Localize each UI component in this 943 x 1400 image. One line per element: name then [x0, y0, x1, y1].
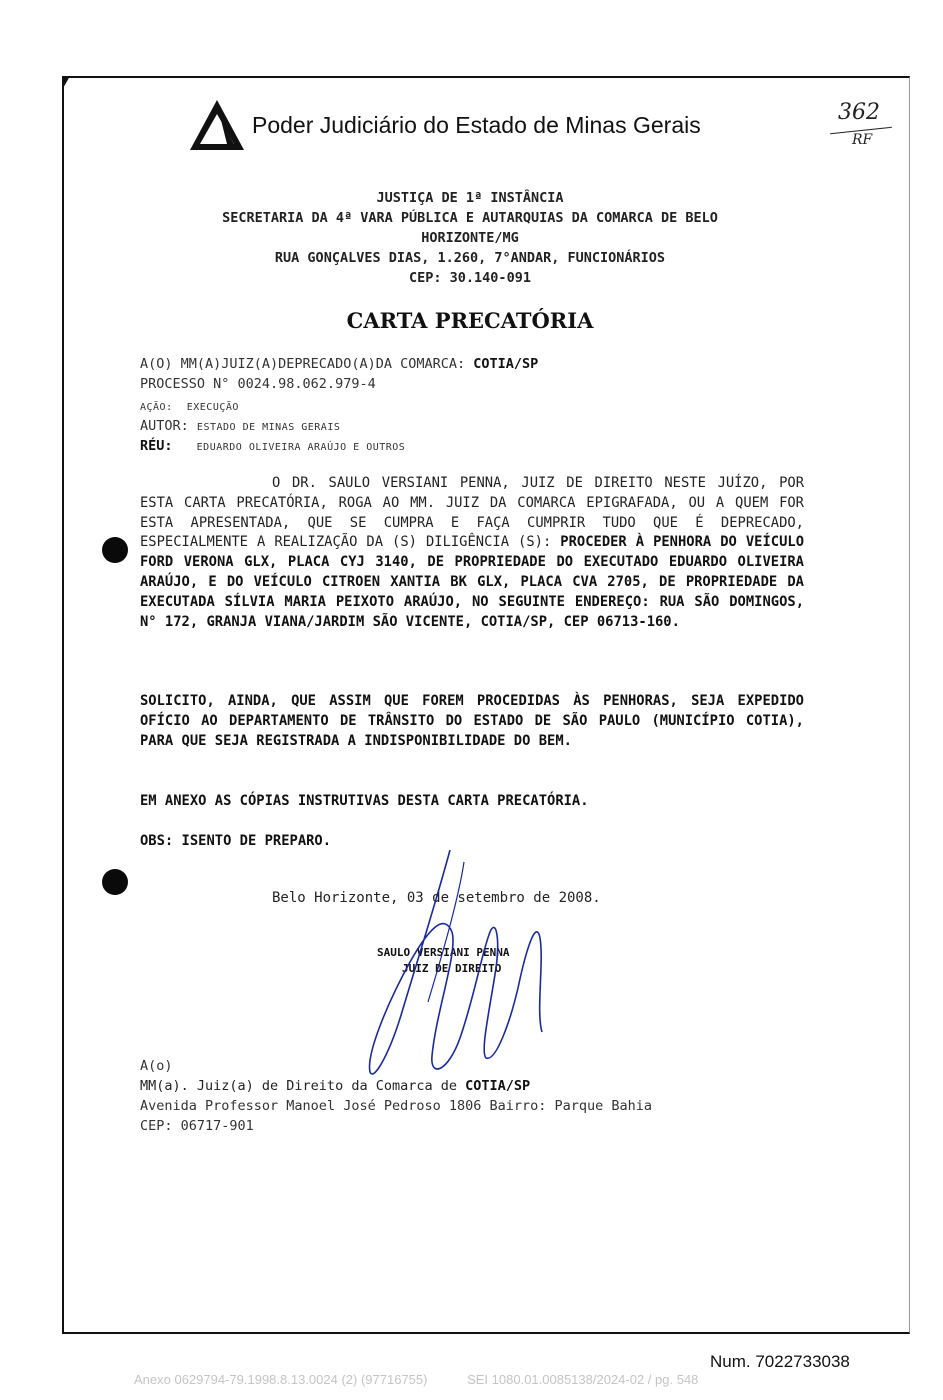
action-label: AÇÃO:	[140, 402, 173, 413]
handwritten-signature	[340, 842, 580, 1102]
office-line-1: JUSTIÇA DE 1ª INSTÂNCIA	[376, 190, 564, 206]
footer-reference	[134, 1372, 834, 1387]
request-paragraph: SOLICITO, AINDA, QUE ASSIM QUE FOREM PROCEDIDAS ÀS PENHORAS, SEJA EXPEDIDO OFÍCIO AO DEPARTAMENTO DE TRÂNSITO DO ESTADO DE SÃO PAULO (MUNICÍPIO COTIA), PARA QUE SEJA REGISTRADA A INDISPONIBILIDADE DO BEM.	[140, 693, 804, 749]
recipient-to: A(o)	[140, 1058, 173, 1074]
letterhead	[188, 98, 808, 154]
hole-punch-mark	[102, 537, 128, 563]
diligence-text: PROCEDER À PENHORA DO VEÍCULO FORD VERONA GLX, PLACA CYJ 3140, DE PROPRIEDADE DO EXECUTADO EDUARDO OLIVEIRA ARAÚJO, E DO VEÍCULO CITROEN XANTIA BK GLX, PLACA CVA 2705, DE PROPRIEDADE DA EXECUTADA SÍLVIA MARIA PEIXOTO ARAÚJO, NO SEGUINTE ENDEREÇO: RUA SÃO DOMINGOS, N° 172, GRANJA VIANA/JARDIM SÃO VICENTE, COTIA/SP, CEP 06713-160.	[140, 534, 804, 630]
recipient-judge	[140, 1078, 530, 1094]
author-line	[140, 418, 340, 434]
document-num: Num. 7022733038	[710, 1352, 850, 1371]
recipient-city: COTIA/SP	[465, 1078, 531, 1094]
annex-paragraph: EM ANEXO AS CÓPIAS INSTRUTIVAS DESTA CARTA PRECATÓRIA.	[140, 793, 589, 809]
action-value: EXECUÇÃO	[186, 402, 239, 413]
main-paragraph-text: O DR. SAULO VERSIANI PENNA, JUIZ DE DIREITO NESTE JUÍZO, POR ESTA CARTA PRECATÓRIA, ROGA AO MM. JUIZ DA COMARCA EPIGRAFADA, OU A QUEM FOR ESTA APRESENTADA, QUE SE CUMPRA E FAÇA CUMPRIR TUDO QUE É DEPRECADO, ESPECIALMENTE A REALIZAÇÃO DA (S) DILIGÊNCIA (S):	[140, 475, 804, 551]
defendant-line	[140, 438, 405, 454]
addressee-prefix: A(O) MM(A)JUIZ(A)DEPRECADO(A)DA COMARCA:	[140, 356, 474, 372]
action-line	[140, 398, 239, 414]
recipient-address: Avenida Professor Manoel José Pedroso 1806 Bairro: Parque Bahia	[140, 1098, 653, 1114]
office-address: RUA GONÇALVES DIAS, 1.260, 7°ANDAR, FUNCIONÁRIOS	[274, 250, 666, 266]
defendant-value: EDUARDO OLIVEIRA ARAÚJO E OUTROS	[196, 442, 406, 453]
judge-role: JUIZ DE DIREITO	[402, 962, 502, 975]
court-name: Poder Judiciário do Estado de Minas Gerais	[252, 112, 701, 138]
author-label: AUTOR:	[140, 418, 189, 434]
handwritten-initials: RF	[852, 132, 873, 148]
triangle-logo-icon	[188, 98, 246, 154]
addressee-city: COTIA/SP	[473, 356, 539, 372]
handwritten-number: 362	[838, 100, 880, 125]
defendant-label: RÉU:	[140, 438, 173, 454]
annex-reference: Anexo 0629794-79.1998.8.13.0024 (2) (97716755)	[134, 1372, 428, 1387]
observation-paragraph: OBS: ISENTO DE PREPARO.	[140, 833, 332, 849]
recipient-judge-text: MM(a). Juiz(a) de Direito da Comarca de	[140, 1078, 466, 1094]
office-line-2: SECRETARIA DA 4ª VARA PÚBLICA E AUTARQUIAS DA COMARCA DE BELO	[222, 210, 718, 226]
hole-punch-mark	[102, 869, 128, 895]
process-number: PROCESSO N° 0024.98.062.979-4	[140, 376, 376, 392]
office-line-3: HORIZONTE/MG	[421, 230, 519, 246]
page-corner-mark	[62, 76, 70, 90]
recipient-cep: CEP: 06717-901	[140, 1118, 254, 1134]
addressee-line	[140, 356, 538, 372]
sei-reference: SEI 1080.01.0085138/2024-02 / pg. 548	[467, 1372, 699, 1387]
document-title: CARTA PRECATÓRIA	[346, 308, 594, 333]
main-paragraph	[140, 474, 804, 632]
judge-name: SAULO VERSIANI PENNA	[377, 946, 510, 959]
handwritten-page-number	[838, 100, 898, 160]
office-cep: CEP: 30.140-091	[409, 270, 531, 286]
author-value: ESTADO DE MINAS GERAIS	[196, 422, 341, 433]
place-date: Belo Horizonte, 03 de setembro de 2008.	[272, 890, 601, 906]
